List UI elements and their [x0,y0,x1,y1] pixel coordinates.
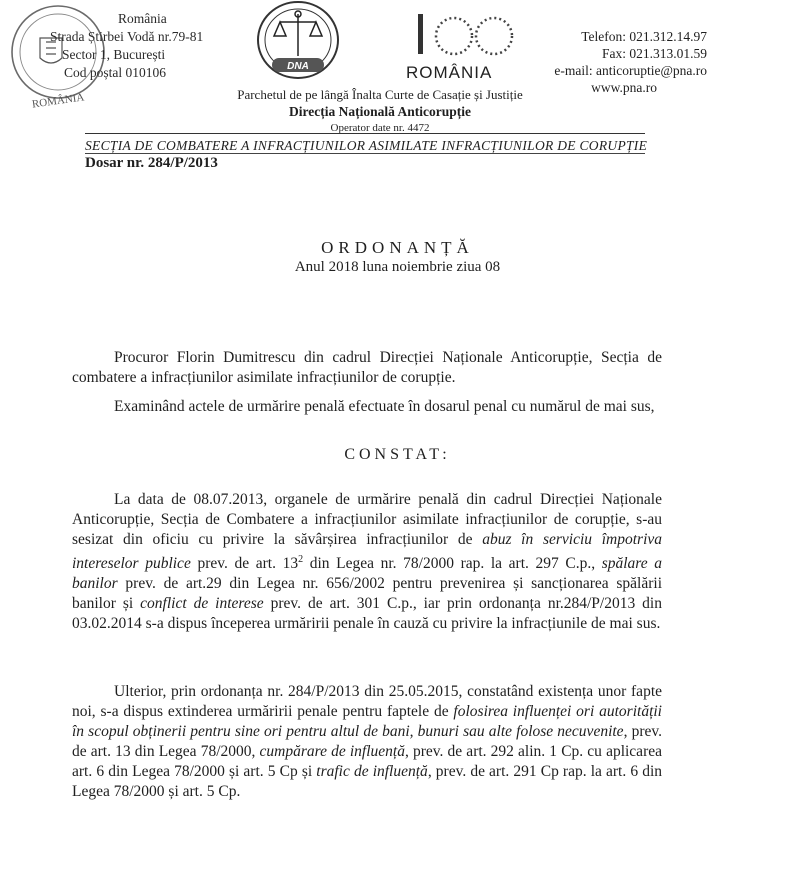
logo-text: DNA [287,61,309,72]
body-paragraph [72,682,662,802]
address-block [50,10,203,82]
file-number: Dosar nr. 284/P/2013 [85,155,218,171]
directorate-name: Direcția Națională Anticorupție [289,104,471,119]
intro-paragraph: Examinând actele de urmărire penală efectuate în dosarul penal cu numărul de mai sus, [114,398,655,415]
address-line: Strada Știrbei Vodă nr.79-81 [50,29,204,44]
italic-run: abuz în serviciu împotriva intereselor publice [72,531,662,573]
address-line: România [118,11,167,26]
email: e-mail: anticoruptie@pna.ro [554,63,707,78]
address-line: Cod poștal 010106 [64,65,167,80]
seal-text: ROMÂNIA [31,91,85,111]
phone: Telefon: 021.312.14.97 [581,29,707,44]
section-underline [85,153,645,154]
dna-logo [252,0,344,80]
website: www.pna.ro [591,80,657,95]
centenar-logo [404,10,524,80]
text-run: prev. de art.29 din Legea nr. 656/2002 pentru prevenirea și sancționarea spălării banilor și [72,575,662,613]
address-line: Sector 1, București [62,47,166,62]
text-run: prev. de art. 301 C.p., iar prin ordonanța nr.284/P/2013 din 03.02.2014 s-a dispus începerea urmăririi penale în cauză cu privire la infracțiunile de mai sus. [72,595,662,633]
contact-block [532,28,707,96]
intro-paragraph: Procuror Florin Dumitrescu din cadrul Direcției Naționale Anticorupție, Secția de combatere a infracțiunilor asimilate infracțiunilor de corupție. [72,349,662,386]
superscript: 2 [298,554,304,565]
italic-run: trafic de influență [316,763,428,780]
italic-run: spălare a banilor [72,555,662,593]
italic-run: folosirea influenței ori autorității în scopul obținerii pentru sine ori pentru altul de bani, bunuri sau alte folose necuvenite [72,703,662,740]
text-run: Ulterior, prin ordonanța nr. 284/P/2013 din 25.05.2015, constatând existența unor fapte noi, s-a dispus extinderea urmăririi penale pentru faptele de [72,683,662,720]
text-run: din Legea nr. 78/2000 rap. la art. 297 C.p., [303,555,602,573]
body-paragraph [72,490,662,634]
section-name: SECȚIA DE COMBATERE A INFRACȚIUNILOR ASIMILATE INFRACȚIUNILOR DE CORUPȚIE [85,138,648,153]
text-run: La data de 08.07.2013, organele de urmărire penală din cadrul Direcției Naționale Anticorupție, Secția de Combatere a infracțiunilor asimilate infracțiunilor de corupție, s-au sesizat din oficiu cu privire la săvârșirea infracțiunilor de [72,491,662,548]
institution-header [230,86,530,137]
constat-heading: CONSTAT: [344,446,451,463]
institution-name: Parchetul de pe lângă Înalta Curte de Casație și Justiție [237,87,523,102]
operator-number: Operator date nr. 4472 [330,122,430,134]
date-line: Anul 2018 luna noiembrie ziua 08 [294,259,501,275]
fax: Fax: 021.313.01.59 [601,46,707,61]
text-run: , prev. de art. 291 Cp rap. la art. 6 din Legea 78/2000 și art. 5 Cp. [72,763,662,800]
centenar-text: ROMÂNIA [406,63,493,82]
header-divider [85,133,645,134]
italic-run: cumpărare de influență [259,743,405,760]
centenar-mark [404,10,524,62]
text-run: , prev. de art. 292 alin. 1 Cp. cu aplicarea art. 6 din Legea 78/2000 și art. 5 Cp și [72,743,662,780]
document-title: ORDONANȚĂ [321,238,474,257]
text-run: prev. de art. 13 [190,555,299,573]
text-run: , prev. de art. 13 din Legea 78/2000, [72,723,662,760]
italic-run: conflict de interese [140,595,264,613]
